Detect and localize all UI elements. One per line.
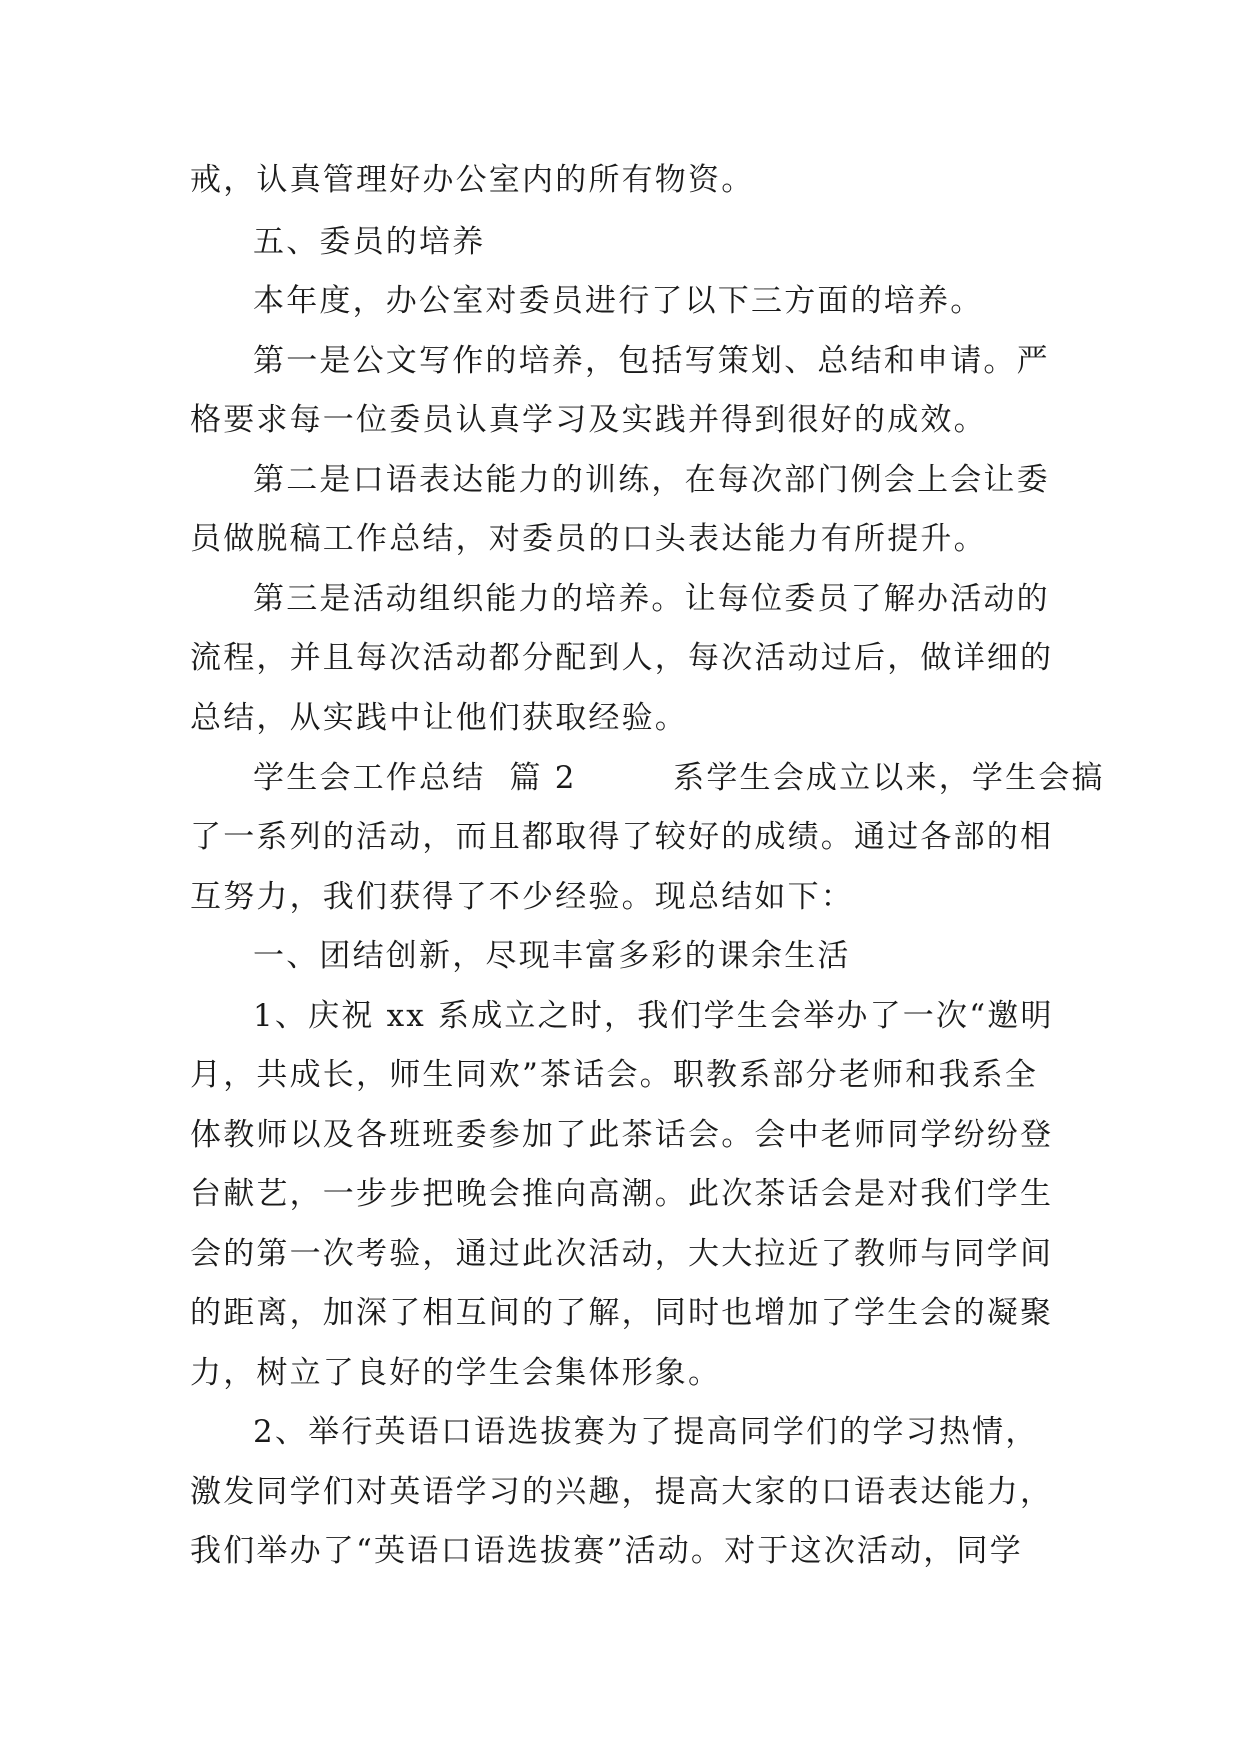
text-line: 戒，认真管理好办公室内的所有物资。 (190, 162, 755, 198)
text-line: 1、庆祝 xx 系成立之时，我们学生会举办了一次“邀明 (253, 998, 1054, 1034)
text-line: 月，共成长，师生同欢”茶话会。职教系部分老师和我系全 (190, 1057, 1039, 1093)
text-line: 台献艺，一步步把晚会推向高潮。此次茶话会是对我们学生 (190, 1176, 1054, 1212)
text-line: 流程，并且每次活动都分配到人，每次活动过后，做详细的 (190, 640, 1054, 676)
text-line: 第三是活动组织能力的培养。让每位委员了解办活动的 (253, 581, 1050, 617)
text-line: 的距离，加深了相互间的了解，同时也增加了学生会的凝聚 (190, 1295, 1054, 1331)
text-line: 2、举行英语口语选拔赛为了提高同学们的学习热情， (253, 1414, 1039, 1450)
text-line: 互努力，我们获得了不少经验。现总结如下： (190, 879, 854, 915)
text-line: 第二是口语表达能力的训练，在每次部门例会上会让委 (253, 462, 1050, 498)
text-line: 员做脱稿工作总结，对委员的口头表达能力有所提升。 (190, 521, 987, 557)
text-line: 了一系列的活动，而且都取得了较好的成绩。通过各部的相 (190, 819, 1054, 855)
text-line: 格要求每一位委员认真学习及实践并得到很好的成效。 (190, 402, 987, 438)
text-line: 本年度，办公室对委员进行了以下三方面的培养。 (253, 283, 984, 319)
section-heading: 五、委员的培养 (253, 224, 486, 260)
text-line: 激发同学们对英语学习的兴趣，提高大家的口语表达能力， (190, 1474, 1054, 1510)
text-line: 会的第一次考验，通过此次活动，大大拉近了教师与同学间 (190, 1236, 1054, 1272)
text-line: 我们举办了“英语口语选拔赛”活动。对于这次活动，同学 (190, 1533, 1023, 1569)
text-line: 力，树立了良好的学生会集体形象。 (190, 1355, 722, 1391)
text-line: 第一是公文写作的培养，包括写策划、总结和申请。严 (253, 343, 1050, 379)
text-line: 体教师以及各班班委参加了此茶话会。会中老师同学纷纷登 (190, 1117, 1054, 1153)
article-heading-line: 学生会工作总结 篇 2 系学生会成立以来，学生会搞 (253, 760, 1105, 796)
text-line: 总结，从实践中让他们获取经验。 (190, 700, 688, 736)
section-heading: 一、团结创新，尽现丰富多彩的课余生活 (253, 938, 851, 974)
